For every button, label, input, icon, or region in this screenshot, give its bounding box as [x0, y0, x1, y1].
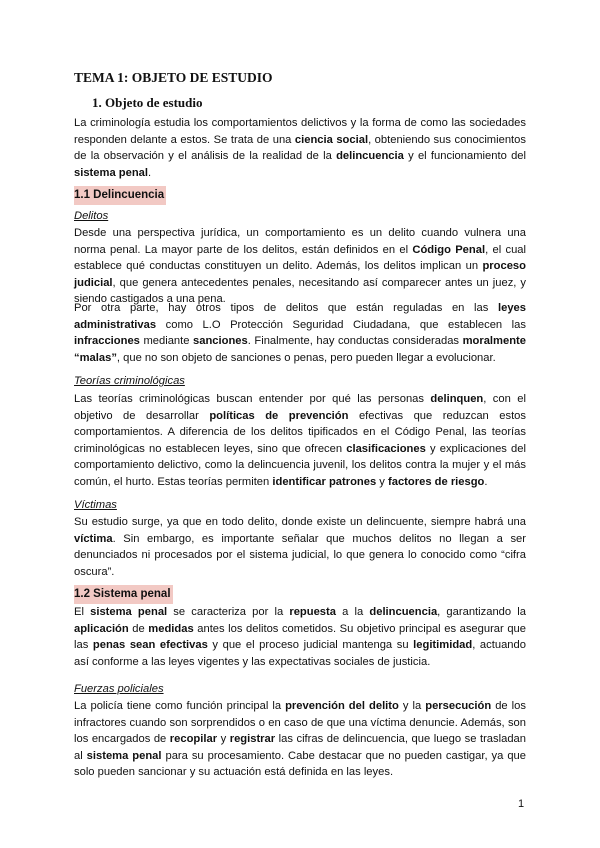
text-run: , que genera antecedentes penales, necesitando así comparecer antes un juez, y siendo castigados a una pena. [74, 276, 526, 305]
section-heading-sistema-penal: 1.2 Sistema penal [74, 585, 173, 604]
bold-term: infracciones [74, 335, 140, 347]
subheading-delitos: Delitos [74, 210, 109, 222]
subheading-victimas: Víctimas [74, 499, 117, 511]
bold-term: penas sean efectivas [92, 639, 208, 651]
bold-term: clasificaciones [346, 442, 426, 455]
bold-term: víctima [74, 532, 113, 545]
text-run: y [376, 475, 389, 488]
text-run: La criminología estudia los comportamientos delictivos y la forma de como las sociedades responden delante a estos. Se trata de una [74, 117, 526, 146]
bold-term: persecución [425, 700, 492, 712]
text-run: de [128, 622, 149, 635]
bold-term: delinquen [430, 393, 484, 405]
text-run: a la [335, 606, 370, 618]
intro-paragraph [74, 115, 526, 181]
text-run: antes los delitos cometidos. Su objetivo principal es asegurar que las [74, 622, 526, 651]
text-run: El [74, 606, 91, 618]
text-run: y el funcionamiento del [403, 150, 526, 162]
bold-term: medidas [148, 622, 194, 635]
text-run: Por otra parte, hay otros tipos de delitos que están reguladas en las [74, 302, 498, 314]
bold-term: aplicación [74, 622, 129, 635]
text-run: mediante [139, 335, 194, 347]
text-run: se caracteriza por la [167, 606, 290, 618]
bold-term: políticas de prevención [209, 409, 349, 422]
text-run: La policía tiene como función principal la [74, 700, 286, 712]
victimas-paragraph [74, 514, 526, 580]
text-run: y la [398, 700, 426, 712]
text-run: , el cual establece qué conductas constituyen un delito. Además, los delitos implican un [74, 243, 527, 272]
bold-term: prevención del delito [285, 700, 399, 712]
text-run: y [217, 733, 230, 745]
bold-term: legitimidad [413, 639, 473, 651]
text-run: efectivas que reduzcan estos comportamientos. A diferencia de los delitos tipificados en el Código Penal, las teorías criminológicas no establecen leyes, sino que ofrecen [74, 409, 526, 455]
text-run: . [484, 475, 488, 488]
text-run: y explicaciones del comportamiento delictivo, como la delincuencia juvenil, los delitos contra la mujer y el más común, el hurto. Estas teorías permiten [74, 442, 526, 488]
delitos-paragraph-1 [74, 225, 526, 308]
bold-term: factores de riesgo [388, 475, 485, 488]
bold-term: sistema penal [74, 166, 148, 179]
text-run: , que no son objeto de sanciones o penas, pero pueden llegar a evolucionar. [116, 351, 496, 364]
bold-term: sanciones [193, 335, 248, 347]
bold-term: delincuencia [369, 606, 438, 618]
text-run: , garantizando la [437, 606, 526, 618]
bold-term: registrar [229, 733, 276, 745]
page-number: 1 [518, 798, 525, 810]
text-run: , actuando así conforme a las leyes vigentes y las expectativas sociales de justicia. [74, 639, 526, 668]
text-run: , con el objetivo de desarrollar [74, 393, 526, 422]
text-run: . Finalmente, hay conductas consideradas [247, 335, 463, 347]
bold-term: sistema penal [90, 606, 168, 618]
subheading-fuerzas-policiales: Fuerzas policiales [74, 683, 164, 695]
bold-term: leyes administrativas [74, 302, 526, 331]
bold-term: proceso judicial [74, 260, 526, 289]
text-run: , obteniendo sus conocimientos de la observación y el análisis de la realidad de la [74, 133, 526, 162]
text-run: y que el proceso judicial mantenga su [207, 639, 414, 651]
text-run: Su estudio surge, ya que en todo delito, donde existe un delincuente, siempre habrá una [74, 516, 526, 528]
fuerzas-paragraph [74, 698, 526, 781]
text-run: para su procesamiento. Cabe destacar que no pueden castigar, ya que solo pueden sancionar y su actuación está definida en las leyes. [74, 749, 526, 778]
section-heading-delincuencia: 1.1 Delincuencia [74, 186, 166, 205]
subheading-teorias: Teorías criminológicas [74, 375, 185, 387]
text-run: Las teorías criminológicas buscan entender por qué las personas [74, 393, 431, 405]
text-run: Desde una perspectiva jurídica, un comportamiento es un delito cuando vulnera una norma penal. La mayor parte de los delitos, están definidos en el [74, 227, 526, 256]
bold-term: Código Penal [412, 243, 486, 256]
bold-term: delincuencia [336, 150, 404, 162]
bold-term: moralmente “malas” [74, 335, 526, 364]
bold-term: repuesta [289, 606, 336, 618]
text-run: . [148, 166, 152, 179]
text-run: . Sin embargo, es importante señalar que muchos delitos no llegan a ser denunciados ni procesados por el sistema judicial, lo que genera lo conocido como “cifra oscura”. [74, 532, 526, 578]
delitos-paragraph-2 [74, 300, 526, 366]
text-run: las cifras de delincuencia, que luego se trasladan al [74, 733, 526, 762]
section-title: 1. Objeto de estudio [92, 95, 203, 110]
document-title: TEMA 1: OBJETO DE ESTUDIO [74, 70, 273, 85]
bold-term: recopilar [169, 733, 218, 745]
text-run: de los infractores cuando son sorprendidos o en caso de que una víctima denuncie. Además, son los encargados de [74, 700, 526, 745]
text-run: como L.O Protección Seguridad Ciudadana, que establecen las [156, 318, 526, 331]
bold-term: ciencia social [294, 133, 369, 146]
sistema-penal-paragraph [74, 604, 526, 670]
bold-term: identificar patrones [272, 475, 377, 488]
teorias-paragraph [74, 391, 526, 490]
bold-term: sistema penal [86, 749, 162, 762]
